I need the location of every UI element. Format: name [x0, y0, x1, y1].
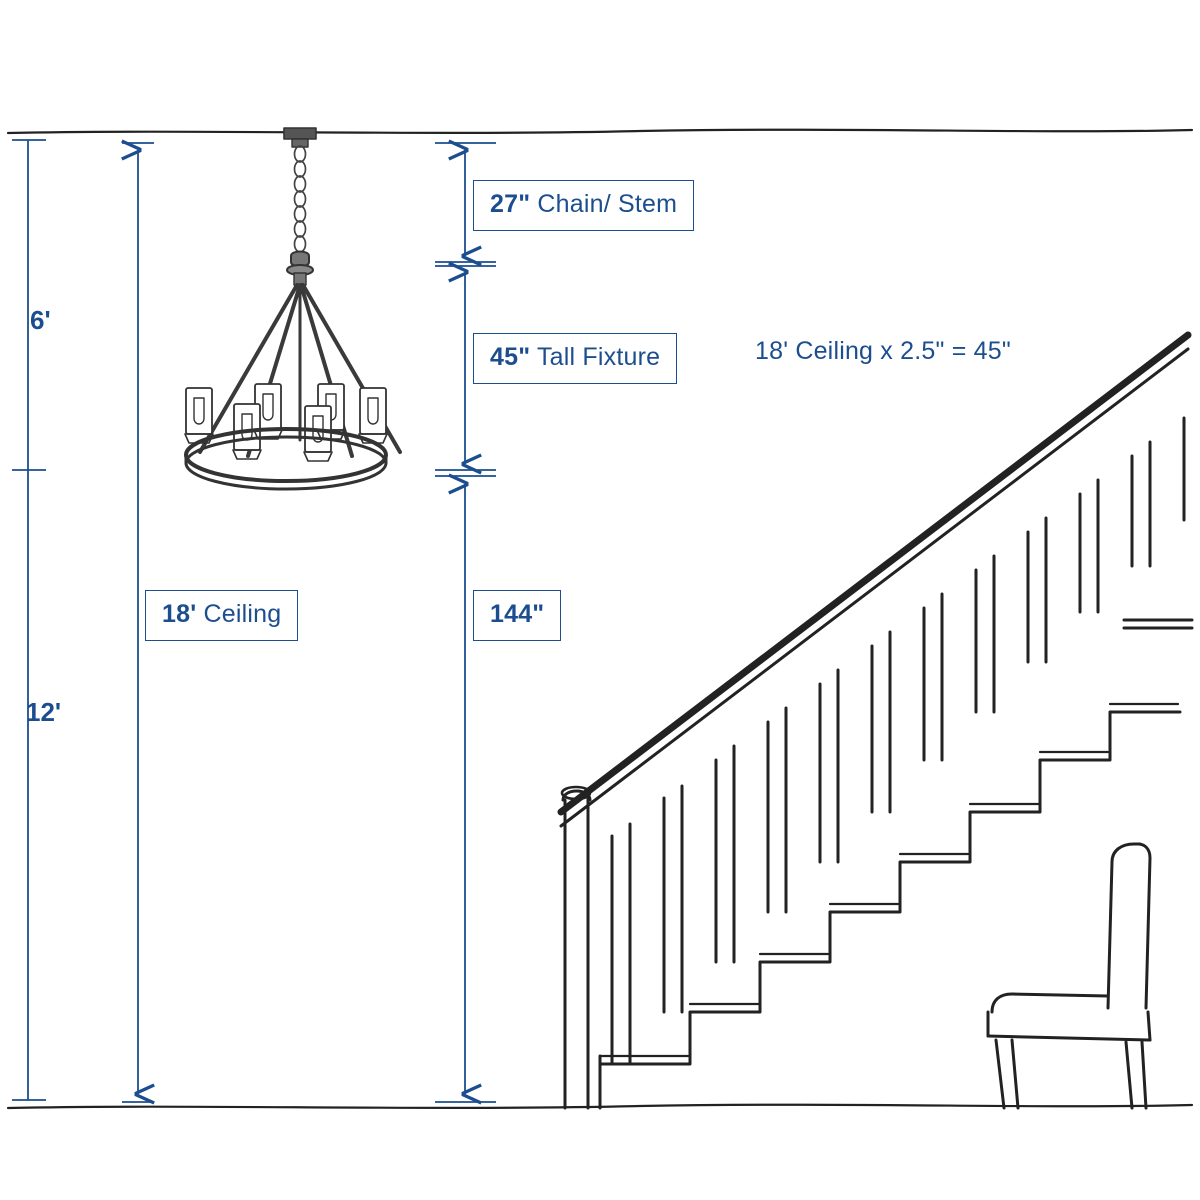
callout-chain-value: 27" — [490, 190, 531, 218]
callout-chain-stem — [473, 180, 694, 231]
sizing-formula: 18' Ceiling x 2.5" = 45" — [755, 337, 1011, 365]
scale-label-upper: 6' — [30, 305, 51, 335]
left-scale-dimension — [12, 140, 46, 1100]
scale-label-lower: 12' — [26, 697, 62, 727]
callout-ceiling-value: 18' — [162, 600, 197, 628]
callout-ceiling-height — [145, 590, 298, 641]
callout-fixture-value: 45" — [490, 343, 531, 371]
callout-ceiling-text: Ceiling — [196, 600, 282, 628]
callout-drop-height — [473, 590, 561, 641]
callout-drop-value: 144" — [490, 600, 545, 628]
callout-fixture-text: Tall Fixture — [530, 343, 661, 371]
callout-chain-text: Chain/ Stem — [530, 190, 678, 218]
callout-fixture-height — [473, 333, 677, 384]
